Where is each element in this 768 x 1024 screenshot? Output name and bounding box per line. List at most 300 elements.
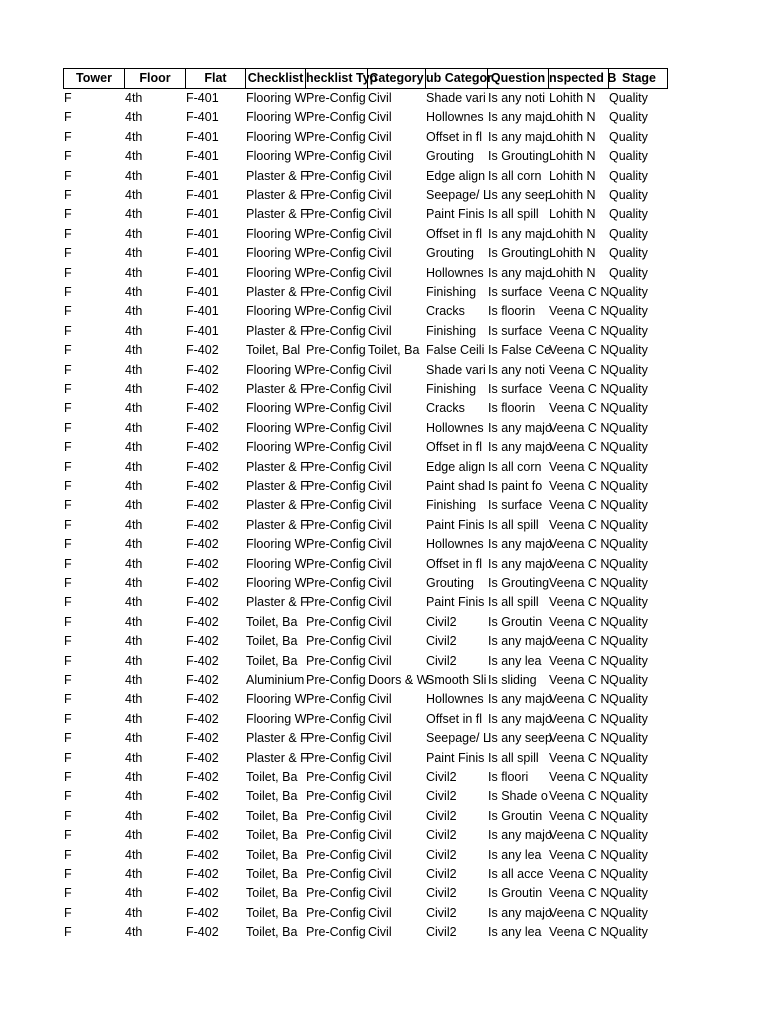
cell-checklist-type[interactable]: Pre-Config — [306, 595, 366, 610]
cell-sub-category[interactable]: Civil2 — [426, 653, 457, 668]
cell-floor[interactable]: 4th — [125, 692, 143, 707]
cell-sub-category[interactable]: Hollownes — [426, 420, 484, 435]
cell-sub-category[interactable]: Edge align — [426, 459, 486, 474]
cell-floor[interactable]: 4th — [125, 149, 143, 164]
cell-sub-category[interactable]: Grouting — [426, 246, 474, 261]
cell-category[interactable]: Civil — [368, 226, 392, 241]
cell-floor[interactable]: 4th — [125, 362, 143, 377]
cell-checklist-type[interactable]: Pre-Config — [306, 168, 366, 183]
cell-question[interactable]: Is any seep — [488, 188, 552, 202]
cell-checklist[interactable]: Flooring W — [246, 226, 307, 241]
cell-sub-category[interactable]: Offset in fl — [426, 556, 483, 571]
cell-stage[interactable]: Quality — [609, 440, 648, 455]
cell-question[interactable]: Is Shade o — [488, 789, 548, 804]
cell-inspected-by[interactable]: Veena C N — [549, 459, 610, 474]
cell-flat[interactable]: F-402 — [186, 517, 219, 532]
cell-category[interactable]: Civil — [368, 808, 392, 823]
cell-flat[interactable]: F-402 — [186, 673, 219, 687]
cell-checklist[interactable]: Toilet, Bal — [246, 343, 301, 358]
cell-checklist-type[interactable]: Pre-Config — [306, 653, 366, 668]
header-category[interactable]: Category — [368, 69, 426, 88]
cell-category[interactable]: Civil — [368, 265, 392, 280]
cell-tower[interactable]: F — [64, 246, 72, 261]
cell-floor[interactable]: 4th — [125, 828, 143, 843]
cell-stage[interactable]: Quality — [609, 382, 648, 396]
cell-tower[interactable]: F — [64, 498, 72, 513]
cell-tower[interactable]: F — [64, 207, 72, 222]
cell-category[interactable]: Doors & W — [368, 673, 429, 687]
cell-tower[interactable]: F — [64, 285, 72, 299]
cell-flat[interactable]: F-402 — [186, 847, 219, 862]
cell-tower[interactable]: F — [64, 401, 72, 416]
cell-category[interactable]: Civil — [368, 576, 392, 590]
cell-inspected-by[interactable]: Lohith N — [549, 91, 596, 105]
cell-tower[interactable]: F — [64, 343, 72, 358]
cell-sub-category[interactable]: Paint Finis — [426, 207, 485, 222]
cell-tower[interactable]: F — [64, 440, 72, 455]
cell-question[interactable]: Is Grouting — [488, 576, 550, 590]
cell-floor[interactable]: 4th — [125, 673, 143, 687]
cell-question[interactable]: Is Grouting — [488, 246, 550, 261]
cell-question[interactable]: Is any majo — [488, 129, 552, 144]
cell-flat[interactable]: F-402 — [186, 382, 219, 396]
cell-question[interactable]: Is any noti — [488, 362, 545, 377]
cell-stage[interactable]: Quality — [609, 789, 648, 804]
cell-question[interactable]: Is all acce — [488, 867, 544, 881]
cell-sub-category[interactable]: Hollownes — [426, 110, 484, 125]
cell-tower[interactable]: F — [64, 265, 72, 280]
cell-checklist[interactable]: Toilet, Ba — [246, 808, 298, 823]
cell-category[interactable]: Civil — [368, 789, 392, 804]
cell-inspected-by[interactable]: Lohith N — [549, 129, 596, 144]
cell-checklist-type[interactable]: Pre-Config — [306, 517, 366, 532]
cell-flat[interactable]: F-401 — [186, 149, 219, 164]
cell-checklist[interactable]: Plaster & F — [246, 285, 308, 299]
cell-category[interactable]: Civil — [368, 362, 392, 377]
cell-tower[interactable]: F — [64, 847, 72, 862]
cell-sub-category[interactable]: Civil2 — [426, 925, 457, 940]
cell-flat[interactable]: F-402 — [186, 711, 219, 726]
cell-question[interactable]: Is floori — [488, 770, 529, 784]
cell-stage[interactable]: Quality — [609, 867, 648, 881]
cell-tower[interactable]: F — [64, 188, 72, 202]
cell-question[interactable]: Is Groutin — [488, 614, 543, 629]
cell-flat[interactable]: F-402 — [186, 750, 219, 765]
cell-flat[interactable]: F-402 — [186, 614, 219, 629]
cell-flat[interactable]: F-401 — [186, 285, 219, 299]
cell-question[interactable]: Is any majo — [488, 634, 552, 649]
cell-sub-category[interactable]: Seepage/ L — [426, 188, 490, 202]
cell-sub-category[interactable]: Civil2 — [426, 789, 457, 804]
cell-question[interactable]: Is any majo — [488, 905, 552, 920]
cell-flat[interactable]: F-402 — [186, 886, 219, 901]
cell-flat[interactable]: F-402 — [186, 770, 219, 784]
cell-category[interactable]: Civil — [368, 440, 392, 455]
cell-checklist[interactable]: Toilet, Ba — [246, 614, 298, 629]
cell-checklist[interactable]: Plaster & F — [246, 498, 308, 513]
cell-question[interactable]: Is surface — [488, 382, 543, 396]
cell-floor[interactable]: 4th — [125, 479, 143, 493]
cell-flat[interactable]: F-402 — [186, 595, 219, 610]
cell-checklist-type[interactable]: Pre-Config — [306, 673, 366, 687]
cell-flat[interactable]: F-402 — [186, 808, 219, 823]
cell-checklist-type[interactable]: Pre-Config — [306, 537, 366, 552]
cell-category[interactable]: Civil — [368, 498, 392, 513]
cell-flat[interactable]: F-401 — [186, 168, 219, 183]
cell-question[interactable]: Is floorin — [488, 304, 536, 319]
cell-inspected-by[interactable]: Lohith N — [549, 265, 596, 280]
cell-sub-category[interactable]: Shade vari — [426, 362, 486, 377]
cell-checklist[interactable]: Flooring W — [246, 537, 307, 552]
cell-sub-category[interactable]: Civil2 — [426, 614, 457, 629]
cell-checklist[interactable]: Flooring W — [246, 91, 307, 105]
cell-flat[interactable]: F-401 — [186, 226, 219, 241]
cell-tower[interactable]: F — [64, 304, 72, 319]
cell-stage[interactable]: Quality — [609, 711, 648, 726]
cell-checklist-type[interactable]: Pre-Config — [306, 692, 366, 707]
cell-category[interactable]: Civil — [368, 246, 392, 261]
cell-sub-category[interactable]: Civil2 — [426, 847, 457, 862]
cell-checklist[interactable]: Flooring W — [246, 110, 307, 125]
cell-flat[interactable]: F-402 — [186, 867, 219, 881]
cell-checklist[interactable]: Flooring W — [246, 149, 307, 164]
cell-stage[interactable]: Quality — [609, 498, 648, 513]
cell-tower[interactable]: F — [64, 517, 72, 532]
cell-sub-category[interactable]: Civil2 — [426, 634, 457, 649]
cell-stage[interactable]: Quality — [609, 129, 648, 144]
cell-checklist-type[interactable]: Pre-Config — [306, 265, 366, 280]
cell-tower[interactable]: F — [64, 91, 72, 105]
cell-stage[interactable]: Quality — [609, 110, 648, 125]
cell-category[interactable]: Civil — [368, 731, 392, 746]
cell-question[interactable]: Is any majo — [488, 692, 552, 707]
cell-flat[interactable]: F-402 — [186, 789, 219, 804]
cell-floor[interactable]: 4th — [125, 750, 143, 765]
cell-inspected-by[interactable]: Veena C N — [549, 614, 610, 629]
cell-floor[interactable]: 4th — [125, 91, 143, 105]
cell-flat[interactable]: F-402 — [186, 401, 219, 416]
cell-inspected-by[interactable]: Lohith N — [549, 110, 596, 125]
cell-tower[interactable]: F — [64, 828, 72, 843]
cell-sub-category[interactable]: Paint Finis — [426, 750, 485, 765]
cell-category[interactable]: Civil — [368, 537, 392, 552]
cell-floor[interactable]: 4th — [125, 285, 143, 299]
cell-inspected-by[interactable]: Veena C N — [549, 362, 610, 377]
cell-stage[interactable]: Quality — [609, 770, 648, 784]
cell-category[interactable]: Civil — [368, 634, 392, 649]
cell-checklist-type[interactable]: Pre-Config — [306, 343, 366, 358]
cell-checklist[interactable]: Toilet, Ba — [246, 653, 298, 668]
cell-question[interactable]: Is all corn — [488, 168, 542, 183]
cell-checklist-type[interactable]: Pre-Config — [306, 576, 366, 590]
cell-category[interactable]: Civil — [368, 207, 392, 222]
cell-inspected-by[interactable]: Veena C N — [549, 479, 610, 493]
cell-sub-category[interactable]: Paint shad — [426, 479, 486, 493]
cell-tower[interactable]: F — [64, 595, 72, 610]
cell-checklist[interactable]: Plaster & F — [246, 323, 308, 338]
cell-tower[interactable]: F — [64, 556, 72, 571]
cell-question[interactable]: Is any majo — [488, 828, 552, 843]
cell-flat[interactable]: F-402 — [186, 343, 219, 358]
cell-stage[interactable]: Quality — [609, 614, 648, 629]
cell-floor[interactable]: 4th — [125, 440, 143, 455]
cell-stage[interactable]: Quality — [609, 479, 648, 493]
cell-checklist-type[interactable]: Pre-Config — [306, 246, 366, 261]
cell-tower[interactable]: F — [64, 673, 72, 687]
cell-question[interactable]: Is paint fo — [488, 479, 543, 493]
cell-question[interactable]: Is any majo — [488, 537, 552, 552]
cell-floor[interactable]: 4th — [125, 595, 143, 610]
cell-category[interactable]: Civil — [368, 770, 392, 784]
cell-category[interactable]: Civil — [368, 110, 392, 125]
header-checklist-type[interactable]: hecklist Typ — [306, 69, 368, 88]
cell-floor[interactable]: 4th — [125, 886, 143, 901]
cell-stage[interactable]: Quality — [609, 634, 648, 649]
cell-stage[interactable]: Quality — [609, 420, 648, 435]
cell-flat[interactable]: F-402 — [186, 362, 219, 377]
cell-inspected-by[interactable]: Veena C N — [549, 343, 610, 358]
cell-inspected-by[interactable]: Veena C N — [549, 634, 610, 649]
cell-inspected-by[interactable]: Lohith N — [549, 226, 596, 241]
cell-floor[interactable]: 4th — [125, 459, 143, 474]
cell-inspected-by[interactable]: Veena C N — [549, 323, 610, 338]
cell-sub-category[interactable]: Civil2 — [426, 886, 457, 901]
cell-inspected-by[interactable]: Veena C N — [549, 382, 610, 396]
cell-checklist[interactable]: Plaster & F — [246, 188, 308, 202]
cell-tower[interactable]: F — [64, 110, 72, 125]
cell-sub-category[interactable]: Grouting — [426, 149, 474, 164]
cell-question[interactable]: Is Grouting — [488, 149, 550, 164]
cell-checklist[interactable]: Toilet, Ba — [246, 905, 298, 920]
cell-inspected-by[interactable]: Veena C N — [549, 653, 610, 668]
cell-floor[interactable]: 4th — [125, 382, 143, 396]
cell-sub-category[interactable]: Seepage/ L — [426, 731, 490, 746]
cell-stage[interactable]: Quality — [609, 265, 648, 280]
cell-stage[interactable]: Quality — [609, 343, 648, 358]
cell-category[interactable]: Civil — [368, 750, 392, 765]
cell-category[interactable]: Civil — [368, 323, 392, 338]
cell-sub-category[interactable]: Offset in fl — [426, 711, 483, 726]
cell-category[interactable]: Civil — [368, 653, 392, 668]
cell-question[interactable]: Is all spill — [488, 750, 539, 765]
cell-tower[interactable]: F — [64, 459, 72, 474]
cell-floor[interactable]: 4th — [125, 168, 143, 183]
cell-stage[interactable]: Quality — [609, 246, 648, 261]
cell-checklist-type[interactable]: Pre-Config — [306, 382, 366, 396]
cell-floor[interactable]: 4th — [125, 498, 143, 513]
cell-checklist-type[interactable]: Pre-Config — [306, 420, 366, 435]
cell-flat[interactable]: F-401 — [186, 188, 219, 202]
header-floor[interactable]: Floor — [125, 69, 186, 88]
cell-question[interactable]: Is all spill — [488, 595, 539, 610]
cell-stage[interactable]: Quality — [609, 925, 648, 940]
cell-stage[interactable]: Quality — [609, 304, 648, 319]
cell-tower[interactable]: F — [64, 886, 72, 901]
cell-flat[interactable]: F-402 — [186, 479, 219, 493]
cell-stage[interactable]: Quality — [609, 692, 648, 707]
cell-floor[interactable]: 4th — [125, 323, 143, 338]
cell-checklist[interactable]: Aluminium — [246, 673, 305, 687]
cell-sub-category[interactable]: Offset in fl — [426, 440, 483, 455]
cell-tower[interactable]: F — [64, 479, 72, 493]
cell-floor[interactable]: 4th — [125, 634, 143, 649]
cell-checklist-type[interactable]: Pre-Config — [306, 886, 366, 901]
cell-checklist[interactable]: Plaster & F — [246, 517, 308, 532]
cell-sub-category[interactable]: Cracks — [426, 401, 465, 416]
cell-question[interactable]: Is any lea — [488, 653, 542, 668]
cell-checklist-type[interactable]: Pre-Config — [306, 905, 366, 920]
cell-stage[interactable]: Quality — [609, 653, 648, 668]
cell-checklist[interactable]: Plaster & F — [246, 731, 308, 746]
cell-sub-category[interactable]: Cracks — [426, 304, 465, 319]
cell-checklist-type[interactable]: Pre-Config — [306, 401, 366, 416]
cell-checklist-type[interactable]: Pre-Config — [306, 304, 366, 319]
cell-floor[interactable]: 4th — [125, 576, 143, 590]
header-sub-category[interactable]: ub Categor — [426, 69, 488, 88]
cell-category[interactable]: Civil — [368, 382, 392, 396]
cell-sub-category[interactable]: Civil2 — [426, 770, 457, 784]
cell-checklist[interactable]: Toilet, Ba — [246, 867, 298, 881]
cell-sub-category[interactable]: Offset in fl — [426, 226, 483, 241]
cell-flat[interactable]: F-402 — [186, 731, 219, 746]
cell-sub-category[interactable]: Offset in fl — [426, 129, 483, 144]
cell-checklist[interactable]: Toilet, Ba — [246, 770, 298, 784]
cell-stage[interactable]: Quality — [609, 207, 648, 222]
cell-floor[interactable]: 4th — [125, 556, 143, 571]
cell-checklist[interactable]: Flooring W — [246, 265, 307, 280]
cell-floor[interactable]: 4th — [125, 188, 143, 202]
cell-flat[interactable]: F-402 — [186, 653, 219, 668]
cell-inspected-by[interactable]: Lohith N — [549, 149, 596, 164]
header-question[interactable]: Question — [488, 69, 549, 88]
cell-inspected-by[interactable]: Veena C N — [549, 401, 610, 416]
cell-question[interactable]: Is surface — [488, 285, 543, 299]
cell-question[interactable]: Is all spill — [488, 207, 539, 222]
cell-sub-category[interactable]: Smooth Sli — [426, 673, 487, 687]
cell-floor[interactable]: 4th — [125, 517, 143, 532]
cell-stage[interactable]: Quality — [609, 750, 648, 765]
cell-sub-category[interactable]: Civil2 — [426, 867, 457, 881]
cell-checklist[interactable]: Plaster & F — [246, 595, 308, 610]
cell-inspected-by[interactable]: Veena C N — [549, 420, 610, 435]
cell-category[interactable]: Civil — [368, 168, 392, 183]
cell-floor[interactable]: 4th — [125, 925, 143, 940]
cell-category[interactable]: Civil — [368, 905, 392, 920]
cell-tower[interactable]: F — [64, 692, 72, 707]
cell-question[interactable]: Is any seep — [488, 731, 552, 746]
cell-checklist[interactable]: Flooring W — [246, 401, 307, 416]
cell-inspected-by[interactable]: Veena C N — [549, 517, 610, 532]
cell-inspected-by[interactable]: Veena C N — [549, 537, 610, 552]
header-tower[interactable]: Tower — [64, 69, 125, 88]
cell-sub-category[interactable]: Civil2 — [426, 905, 457, 920]
cell-tower[interactable]: F — [64, 653, 72, 668]
cell-checklist[interactable]: Flooring W — [246, 692, 307, 707]
cell-tower[interactable]: F — [64, 905, 72, 920]
cell-stage[interactable]: Quality — [609, 226, 648, 241]
cell-checklist-type[interactable]: Pre-Config — [306, 614, 366, 629]
cell-inspected-by[interactable]: Veena C N — [549, 750, 610, 765]
cell-category[interactable]: Civil — [368, 401, 392, 416]
cell-stage[interactable]: Quality — [609, 731, 648, 746]
cell-inspected-by[interactable]: Veena C N — [549, 556, 610, 571]
cell-checklist[interactable]: Flooring W — [246, 440, 307, 455]
cell-checklist[interactable]: Toilet, Ba — [246, 925, 298, 940]
cell-checklist[interactable]: Plaster & F — [246, 459, 308, 474]
cell-checklist-type[interactable]: Pre-Config — [306, 323, 366, 338]
cell-floor[interactable]: 4th — [125, 537, 143, 552]
cell-checklist[interactable]: Flooring W — [246, 711, 307, 726]
cell-checklist-type[interactable]: Pre-Config — [306, 91, 366, 105]
cell-inspected-by[interactable]: Veena C N — [549, 595, 610, 610]
cell-question[interactable]: Is any noti — [488, 91, 545, 105]
cell-stage[interactable]: Quality — [609, 362, 648, 377]
cell-category[interactable]: Civil — [368, 479, 392, 493]
cell-stage[interactable]: Quality — [609, 285, 648, 299]
cell-question[interactable]: Is any majo — [488, 226, 552, 241]
cell-floor[interactable]: 4th — [125, 731, 143, 746]
cell-question[interactable]: Is sliding — [488, 673, 537, 687]
cell-sub-category[interactable]: Paint Finis — [426, 595, 485, 610]
cell-floor[interactable]: 4th — [125, 770, 143, 784]
cell-checklist-type[interactable]: Pre-Config — [306, 207, 366, 222]
cell-inspected-by[interactable]: Lohith N — [549, 168, 596, 183]
cell-question[interactable]: Is surface — [488, 498, 543, 513]
cell-flat[interactable]: F-401 — [186, 246, 219, 261]
cell-tower[interactable]: F — [64, 867, 72, 881]
cell-category[interactable]: Civil — [368, 886, 392, 901]
cell-question[interactable]: Is any majo — [488, 265, 552, 280]
cell-tower[interactable]: F — [64, 711, 72, 726]
cell-inspected-by[interactable]: Veena C N — [549, 440, 610, 455]
cell-inspected-by[interactable]: Veena C N — [549, 886, 610, 901]
cell-checklist[interactable]: Flooring W — [246, 576, 307, 590]
cell-stage[interactable]: Quality — [609, 576, 648, 590]
cell-question[interactable]: Is any lea — [488, 925, 542, 940]
cell-category[interactable]: Civil — [368, 188, 392, 202]
cell-inspected-by[interactable]: Veena C N — [549, 285, 610, 299]
cell-flat[interactable]: F-402 — [186, 459, 219, 474]
cell-flat[interactable]: F-401 — [186, 110, 219, 125]
cell-flat[interactable]: F-402 — [186, 692, 219, 707]
cell-category[interactable]: Civil — [368, 867, 392, 881]
cell-flat[interactable]: F-401 — [186, 304, 219, 319]
cell-tower[interactable]: F — [64, 362, 72, 377]
cell-stage[interactable]: Quality — [609, 886, 648, 901]
cell-category[interactable]: Civil — [368, 149, 392, 164]
cell-floor[interactable]: 4th — [125, 420, 143, 435]
cell-category[interactable]: Civil — [368, 285, 392, 299]
cell-checklist-type[interactable]: Pre-Config — [306, 808, 366, 823]
cell-checklist-type[interactable]: Pre-Config — [306, 498, 366, 513]
cell-checklist[interactable]: Plaster & F — [246, 382, 308, 396]
cell-inspected-by[interactable]: Veena C N — [549, 498, 610, 513]
cell-inspected-by[interactable]: Veena C N — [549, 304, 610, 319]
cell-question[interactable]: Is False Ce — [488, 343, 552, 358]
cell-stage[interactable]: Quality — [609, 149, 648, 164]
cell-sub-category[interactable]: Finishing — [426, 382, 477, 396]
cell-flat[interactable]: F-402 — [186, 440, 219, 455]
cell-tower[interactable]: F — [64, 731, 72, 746]
cell-checklist[interactable]: Flooring W — [246, 129, 307, 144]
cell-stage[interactable]: Quality — [609, 401, 648, 416]
cell-checklist[interactable]: Toilet, Ba — [246, 828, 298, 843]
cell-checklist-type[interactable]: Pre-Config — [306, 925, 366, 940]
cell-floor[interactable]: 4th — [125, 304, 143, 319]
cell-inspected-by[interactable]: Lohith N — [549, 207, 596, 222]
cell-sub-category[interactable]: False Ceili — [426, 343, 485, 358]
cell-category[interactable]: Civil — [368, 459, 392, 474]
